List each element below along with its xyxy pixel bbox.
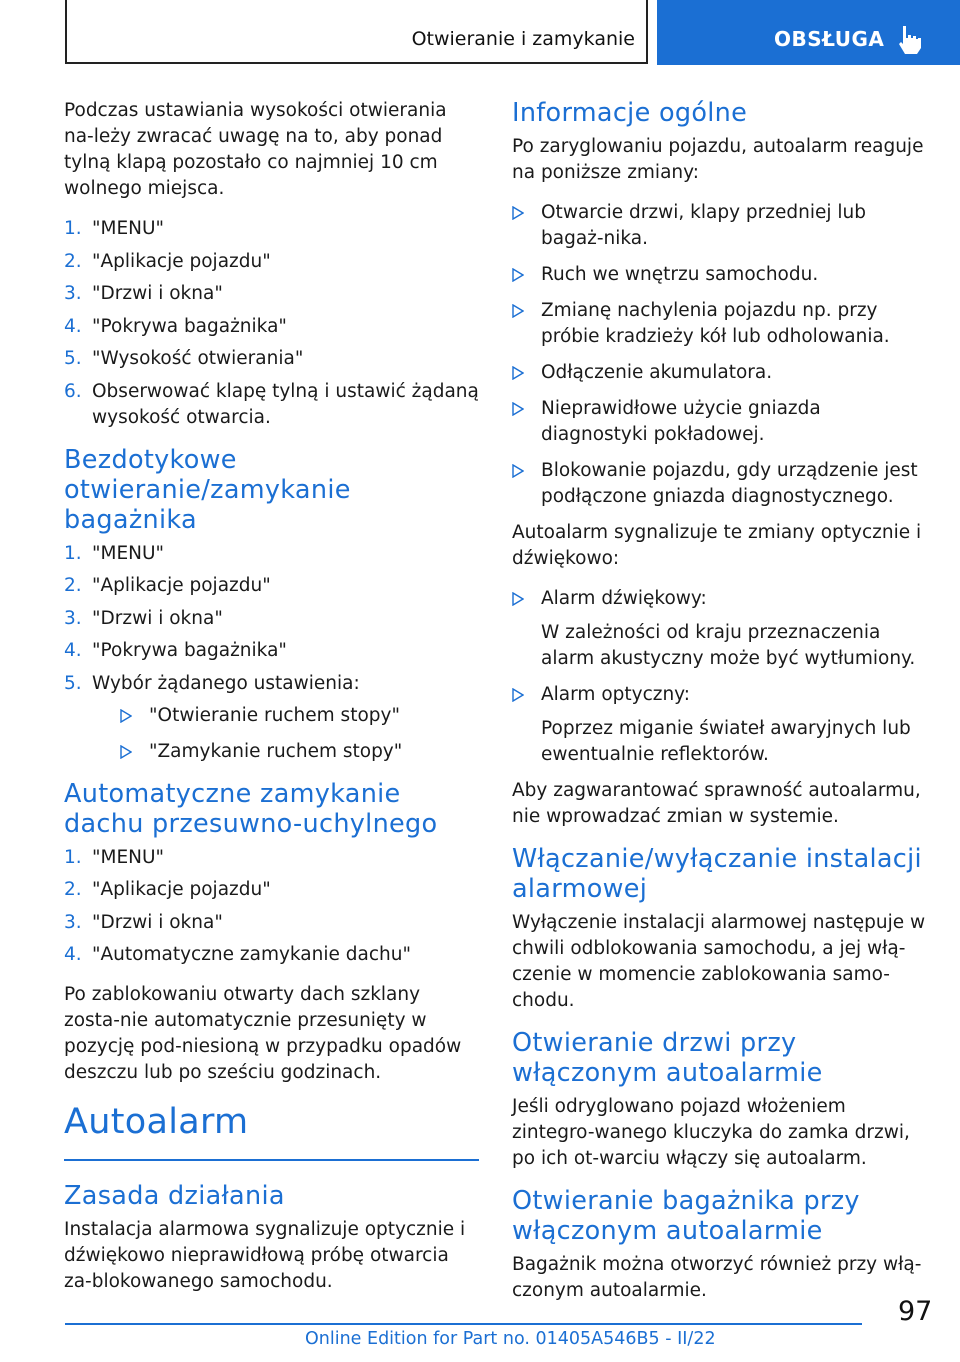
heading-wlaczanie: Włączanie/wyłączanie instalacji alarmowej xyxy=(512,844,922,904)
step-item xyxy=(64,249,479,275)
step-item xyxy=(64,910,479,936)
bullet-item xyxy=(120,739,479,765)
step-text: "Drzwi i okna" xyxy=(92,607,223,629)
triangle-bullet-icon xyxy=(512,464,524,478)
steps-handsfree xyxy=(64,541,479,765)
triangle-bullet-icon xyxy=(512,268,524,282)
triangle-bullet-icon xyxy=(512,366,524,380)
step-number: 3. xyxy=(64,911,82,933)
triangle-bullet-icon xyxy=(512,592,524,606)
heading-dach: Automatyczne zamykanie dachu przesuwno-uchylnego xyxy=(64,778,438,839)
bullet-text: Alarm dźwiękowy: xyxy=(541,588,707,609)
step-number: 1. xyxy=(64,542,82,564)
step-text: "Drzwi i okna" xyxy=(92,283,223,304)
section-title: Otwieranie i zamykanie xyxy=(411,28,635,50)
step-text: "Aplikacje pojazdu" xyxy=(92,250,271,272)
step-item xyxy=(64,541,479,567)
step-number: 3. xyxy=(64,283,82,304)
heading-informacje: Informacje ogólne xyxy=(512,98,748,128)
triangle-bullet-icon xyxy=(512,402,524,416)
steps-opening-height xyxy=(64,216,479,431)
bullet-item xyxy=(120,703,479,729)
chapter-tab-label: OBSŁUGA xyxy=(774,27,885,51)
step-item xyxy=(64,845,479,871)
hand-pointer-icon xyxy=(895,24,925,56)
heading-drzwi: Otwieranie drzwi przy włączonym autoalarmie xyxy=(512,1028,823,1088)
bullet-subtext: Poprzez miganie świateł awaryjnych lub ewentualnie reflektorów. xyxy=(541,718,911,765)
step-text: "MENU" xyxy=(92,218,165,239)
triangle-bullet-icon xyxy=(512,304,524,318)
left-column xyxy=(64,98,479,1309)
sub-options-list xyxy=(120,703,479,765)
wlaczanie-paragraph: Wyłączenie instalacji alarmowej następuje w chwili odblokowania samochodu, a jej włą-czenie w momencie zablokowania samo-chodu. xyxy=(512,912,926,1011)
step-item xyxy=(64,379,479,431)
intro-paragraph: Podczas ustawiania wysokości otwierania na-leży zwracać uwagę na to, aby ponad tylną klapą pozostało co najmniej 10 cm wolnego miejsca. xyxy=(64,100,447,199)
footer-divider xyxy=(65,1323,862,1325)
signal-paragraph: Autoalarm sygnalizuje te zmiany optycznie i dźwiękowo: xyxy=(512,522,922,569)
step-text: "Aplikacje pojazdu" xyxy=(92,879,271,900)
steps-roof xyxy=(64,845,479,969)
triangle-bullet-icon xyxy=(512,206,524,220)
step-number: 4. xyxy=(64,944,82,965)
step-item xyxy=(64,638,479,664)
step-item xyxy=(64,573,479,599)
heading-zasada: Zasada działania xyxy=(64,1181,285,1211)
step-number: 4. xyxy=(64,640,82,661)
step-item xyxy=(64,942,479,968)
bullet-subtext: W zależności od kraju przeznaczenia alarm akustyczny może być wytłumiony. xyxy=(541,622,916,669)
bullet-text: Blokowanie pojazdu, gdy urządzenie jest podłączone gniazda diagnostycznego. xyxy=(541,460,918,507)
bullet-text: Otwarcie drzwi, klapy przedniej lub bagaż-nika. xyxy=(541,202,866,249)
step-text: "Drzwi i okna" xyxy=(92,911,223,933)
section-divider xyxy=(64,1159,479,1161)
bullet-text: Ruch we wnętrzu samochodu. xyxy=(541,264,819,285)
bullet-item xyxy=(512,200,932,252)
step-number: 2. xyxy=(64,879,82,900)
bullet-item xyxy=(512,298,932,350)
heading-bagaznik: Otwieranie bagażnika przy włączonym autoalarmie xyxy=(512,1186,860,1246)
step-number: 1. xyxy=(64,846,82,868)
chapter-tab[interactable] xyxy=(657,0,960,65)
step-number: 5. xyxy=(64,672,82,694)
heading-autoalarm: Autoalarm xyxy=(64,1102,249,1142)
bullet-item xyxy=(512,396,932,448)
drzwi-paragraph: Jeśli odryglowano pojazd włożeniem zintegro-wanego kluczyka do zamka drzwi, po ich ot-warciu włączy się autoalarm. xyxy=(512,1096,910,1169)
bullet-item xyxy=(512,458,932,510)
step-item xyxy=(64,346,479,372)
bagaznik-paragraph: Bagażnik można otworzyć również przy włą-czonym autoalarmie. xyxy=(512,1254,922,1301)
bullet-item xyxy=(512,262,932,288)
step-item xyxy=(64,877,479,903)
step-number: 4. xyxy=(64,315,82,337)
step-item xyxy=(64,216,479,242)
step-text: "MENU" xyxy=(92,846,165,868)
step-number: 6. xyxy=(64,380,82,402)
roof-paragraph: Po zablokowaniu otwarty dach szklany zosta-nie automatycznie przesunięty w pozycję pod-niesioną w przypadku opadów deszczu lub po sześciu godzinach. xyxy=(64,984,462,1083)
step-text: Wybór żądanego ustawienia: xyxy=(92,672,360,694)
info-paragraph: Po zaryglowaniu pojazdu, autoalarm reaguje na poniższe zmiany: xyxy=(512,136,924,183)
bullet-text: Zmianę nachylenia pojazdu np. przy próbie kradzieży kół lub odholowania. xyxy=(541,300,890,347)
step-number: 2. xyxy=(64,250,82,272)
triangle-bullet-icon xyxy=(120,745,132,759)
triangle-bullet-icon xyxy=(120,709,132,723)
bullet-item xyxy=(512,586,932,672)
bullet-text: "Otwieranie ruchem stopy" xyxy=(149,704,400,726)
step-item xyxy=(64,281,479,307)
step-number: 2. xyxy=(64,575,82,596)
step-item xyxy=(64,671,479,765)
step-text: "Aplikacje pojazdu" xyxy=(92,575,271,596)
step-number: 3. xyxy=(64,607,82,629)
heading-bezdotykowe: Bezdotykowe otwieranie/zamykanie bagażnika xyxy=(64,444,351,535)
bullet-text: Odłączenie akumulatora. xyxy=(541,362,773,383)
right-column xyxy=(512,98,932,1318)
bullet-item xyxy=(512,682,932,768)
bullet-text: Nieprawidłowe użycie gniazda diagnostyki pokładowej. xyxy=(541,398,821,445)
step-number: 5. xyxy=(64,348,82,369)
step-number: 1. xyxy=(64,218,82,239)
step-text: Obserwować klapę tylną i ustawić żądaną wysokość otwarcia. xyxy=(92,380,479,428)
step-text: "Wysokość otwierania" xyxy=(92,348,304,369)
step-item xyxy=(64,314,479,340)
bullet-item xyxy=(512,360,932,386)
page-number: 97 xyxy=(898,1296,933,1327)
zasada-paragraph: Instalacja alarmowa sygnalizuje optycznie i dźwiękowo nieprawidłową próbę otwarcia za-blokowanego samochodu. xyxy=(64,1219,466,1292)
alarms-list xyxy=(512,586,932,768)
step-text: "Pokrywa bagażnika" xyxy=(92,315,287,337)
step-text: "Pokrywa bagażnika" xyxy=(92,640,287,661)
step-text: "Automatyczne zamykanie dachu" xyxy=(92,944,411,965)
changes-list xyxy=(512,200,932,510)
step-item xyxy=(64,606,479,632)
edition-note: Online Edition for Part no. 01405A546B5 - II/22 xyxy=(305,1329,716,1349)
bullet-text: "Zamykanie ruchem stopy" xyxy=(149,740,403,762)
warning-paragraph: Aby zagwarantować sprawność autoalarmu, nie wprowadzać zmian w systemie. xyxy=(512,780,921,827)
triangle-bullet-icon xyxy=(512,688,524,702)
bullet-text: Alarm optyczny: xyxy=(541,684,691,705)
step-text: "MENU" xyxy=(92,542,165,564)
